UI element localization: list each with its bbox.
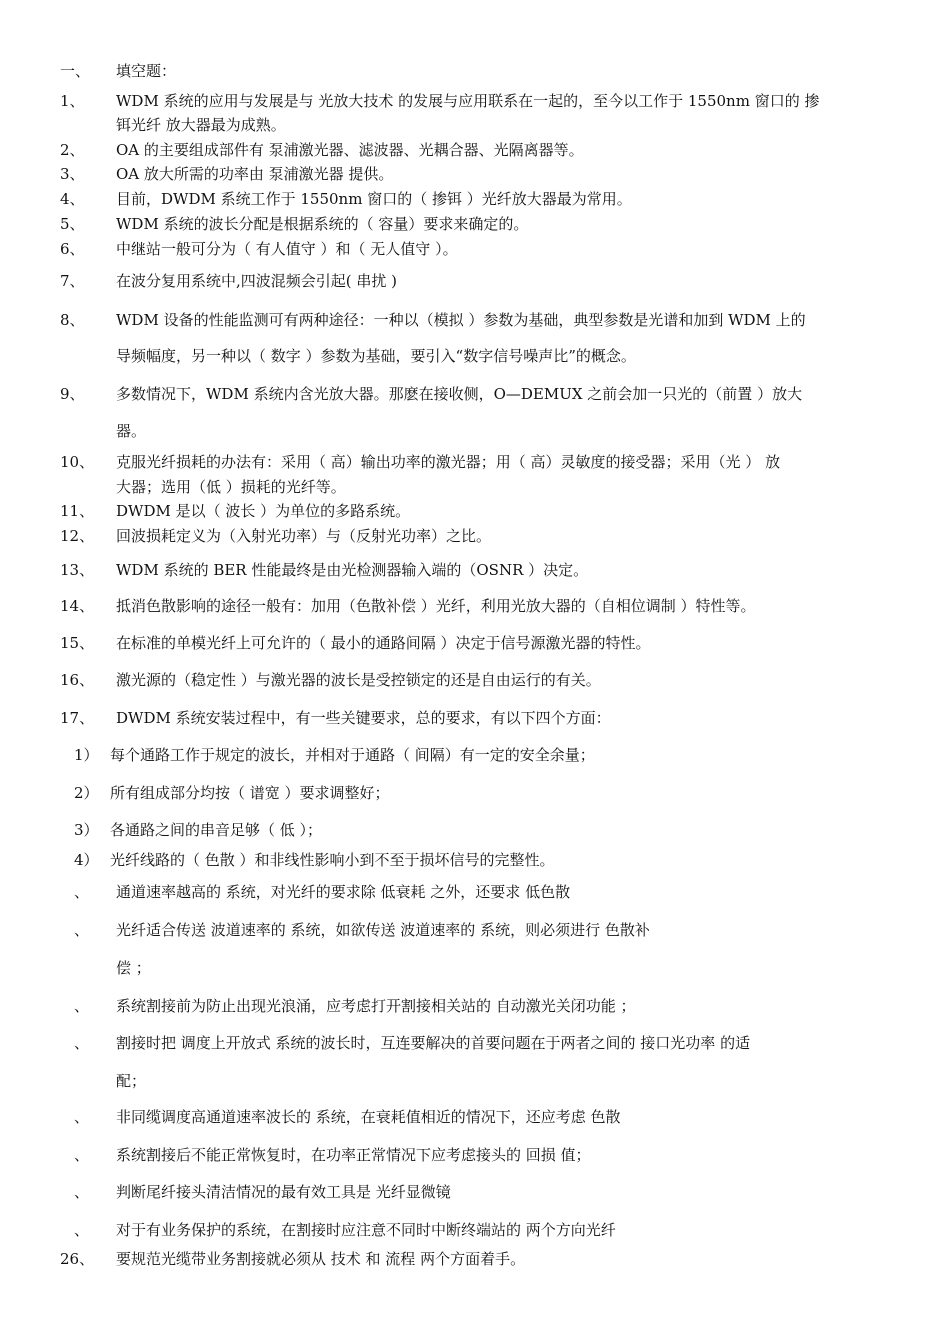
item-text: 回波损耗定义为（入射光功率）与（反射光功率）之比。 xyxy=(116,527,492,545)
item-number: 、 xyxy=(74,997,90,1015)
item-number: 、 xyxy=(74,883,90,901)
item-text-continued: 器。 xyxy=(116,422,147,440)
item-text: 判断尾纤接头清洁情况的最有效工具是 光纤显微镜 xyxy=(116,1183,451,1201)
item-number: 6、 xyxy=(60,240,85,258)
item-number: 、 xyxy=(74,1183,90,1201)
sub-item-number: 3） xyxy=(74,821,99,839)
section-number: 一、 xyxy=(60,62,91,80)
item-text: 中继站一般可分为（ 有人值守 ）和（ 无人值守 ）。 xyxy=(116,240,458,258)
item-number: 3、 xyxy=(60,165,85,183)
item-text: 目前，DWDM 系统工作于 1550nm 窗口的（ 掺铒 ）光纤放大器最为常用。 xyxy=(116,190,632,208)
item-text: 要规范光缆带业务割接就必须从 技术 和 流程 两个方面着手。 xyxy=(116,1250,526,1268)
item-number: 、 xyxy=(74,921,90,939)
item-text: 克服光纤损耗的办法有：采用（ 高）输出功率的激光器；用（ 高）灵敏度的接受器；采用（光 ） 放 xyxy=(116,453,781,471)
item-text: WDM 系统的应用与发展是与 光放大技术 的发展与应用联系在一起的，至今以工作于 1550nm 窗口的 掺 xyxy=(116,92,820,110)
item-number: 10、 xyxy=(60,453,95,471)
item-number: 8、 xyxy=(60,311,85,329)
item-text: 激光源的（稳定性 ）与激光器的波长是受控锁定的还是自由运行的有关。 xyxy=(116,671,601,689)
item-number: 、 xyxy=(74,1221,90,1239)
item-text-continued: 大器；选用（低 ）损耗的光纤等。 xyxy=(116,478,346,496)
section-title: 填空题： xyxy=(116,62,177,80)
item-text-continued: 配； xyxy=(116,1072,147,1090)
sub-item-text: 光纤线路的（ 色散 ）和非线性影响小到不至于损坏信号的完整性。 xyxy=(110,851,555,869)
item-text: WDM 设备的性能监测可有两种途径：一种以（模拟 ）参数为基础，典型参数是光谱和加到 WDM 上的 xyxy=(116,311,806,329)
item-number: 7、 xyxy=(60,272,85,290)
sub-item-number: 2） xyxy=(74,784,99,802)
item-text: 多数情况下，WDM 系统内含光放大器。那麽在接收侧，O—DEMUX 之前会加一只光的（前置 ）放大 xyxy=(116,385,803,403)
item-number: 、 xyxy=(74,1108,90,1126)
item-number: 4、 xyxy=(60,190,85,208)
item-text: 系统割接后不能正常恢复时，在功率正常情况下应考虑接头的 回损 值； xyxy=(116,1146,591,1164)
item-number: 1、 xyxy=(60,92,85,110)
item-number: 、 xyxy=(74,1034,90,1052)
item-number: 13、 xyxy=(60,561,95,579)
item-text: DWDM 系统安装过程中，有一些关键要求，总的要求，有以下四个方面： xyxy=(116,709,611,727)
item-number: 2、 xyxy=(60,141,85,159)
item-number: 11、 xyxy=(60,502,95,520)
item-text: OA 的主要组成部件有 泵浦激光器、滤波器、光耦合器、光隔离器等。 xyxy=(116,141,584,159)
sub-item-text: 所有组成部分均按（ 谱宽 ）要求调整好； xyxy=(110,784,390,802)
item-text: 对于有业务保护的系统，在割接时应注意不同时中断终端站的 两个方向光纤 xyxy=(116,1221,616,1239)
item-text: 系统割接前为防止出现光浪涌，应考虑打开割接相关站的 自动激光关闭功能 ； xyxy=(116,997,636,1015)
item-text-continued: 铒光纤 放大器最为成熟。 xyxy=(116,116,286,134)
item-number: 9、 xyxy=(60,385,85,403)
item-number: 5、 xyxy=(60,215,85,233)
sub-item-number: 4） xyxy=(74,851,99,869)
item-text: 非同缆调度高通道速率波长的 系统，在衰耗值相近的情况下，还应考虑 色散 xyxy=(116,1108,621,1126)
item-number: 15、 xyxy=(60,634,95,652)
item-number: 12、 xyxy=(60,527,95,545)
item-number: 14、 xyxy=(60,597,95,615)
item-text: 在波分复用系统中,四波混频会引起( 串扰 ) xyxy=(116,272,398,290)
item-number: 17、 xyxy=(60,709,95,727)
item-text: 抵消色散影响的途径一般有：加用（色散补偿 ）光纤，利用光放大器的（自相位调制 ）特性等。 xyxy=(116,597,756,615)
item-text: 通道速率越高的 系统，对光纤的要求除 低衰耗 之外，还要求 低色散 xyxy=(116,883,571,901)
item-text: DWDM 是以（ 波长 ）为单位的多路系统。 xyxy=(116,502,411,520)
item-text-continued: 导频幅度，另一种以（ 数字 ）参数为基础，要引入“数字信号噪声比”的概念。 xyxy=(116,347,636,365)
item-text: WDM 系统的 BER 性能最终是由光检测器输入端的（OSNR ）决定。 xyxy=(116,561,589,579)
sub-item-number: 1） xyxy=(74,746,99,764)
item-text: 光纤适合传送 波道速率的 系统，如欲传送 波道速率的 系统，则必须进行 色散补 xyxy=(116,921,650,939)
sub-item-text: 各通路之间的串音足够（ 低 ）； xyxy=(110,821,323,839)
item-text: WDM 系统的波长分配是根据系统的（ 容量）要求来确定的。 xyxy=(116,215,529,233)
sub-item-text: 每个通路工作于规定的波长，并相对于通路（ 间隔）有一定的安全余量； xyxy=(110,746,595,764)
item-text-continued: 偿 ； xyxy=(116,959,151,977)
item-number: 16、 xyxy=(60,671,95,689)
item-number: 26、 xyxy=(60,1250,95,1268)
item-text: OA 放大所需的功率由 泵浦激光器 提供。 xyxy=(116,165,394,183)
item-number: 、 xyxy=(74,1146,90,1164)
item-text: 割接时把 调度上开放式 系统的波长时，互连要解决的首要问题在于两者之间的 接口光功率 的适 xyxy=(116,1034,751,1052)
item-text: 在标准的单模光纤上可允许的（ 最小的通路间隔 ）决定于信号源激光器的特性。 xyxy=(116,634,651,652)
